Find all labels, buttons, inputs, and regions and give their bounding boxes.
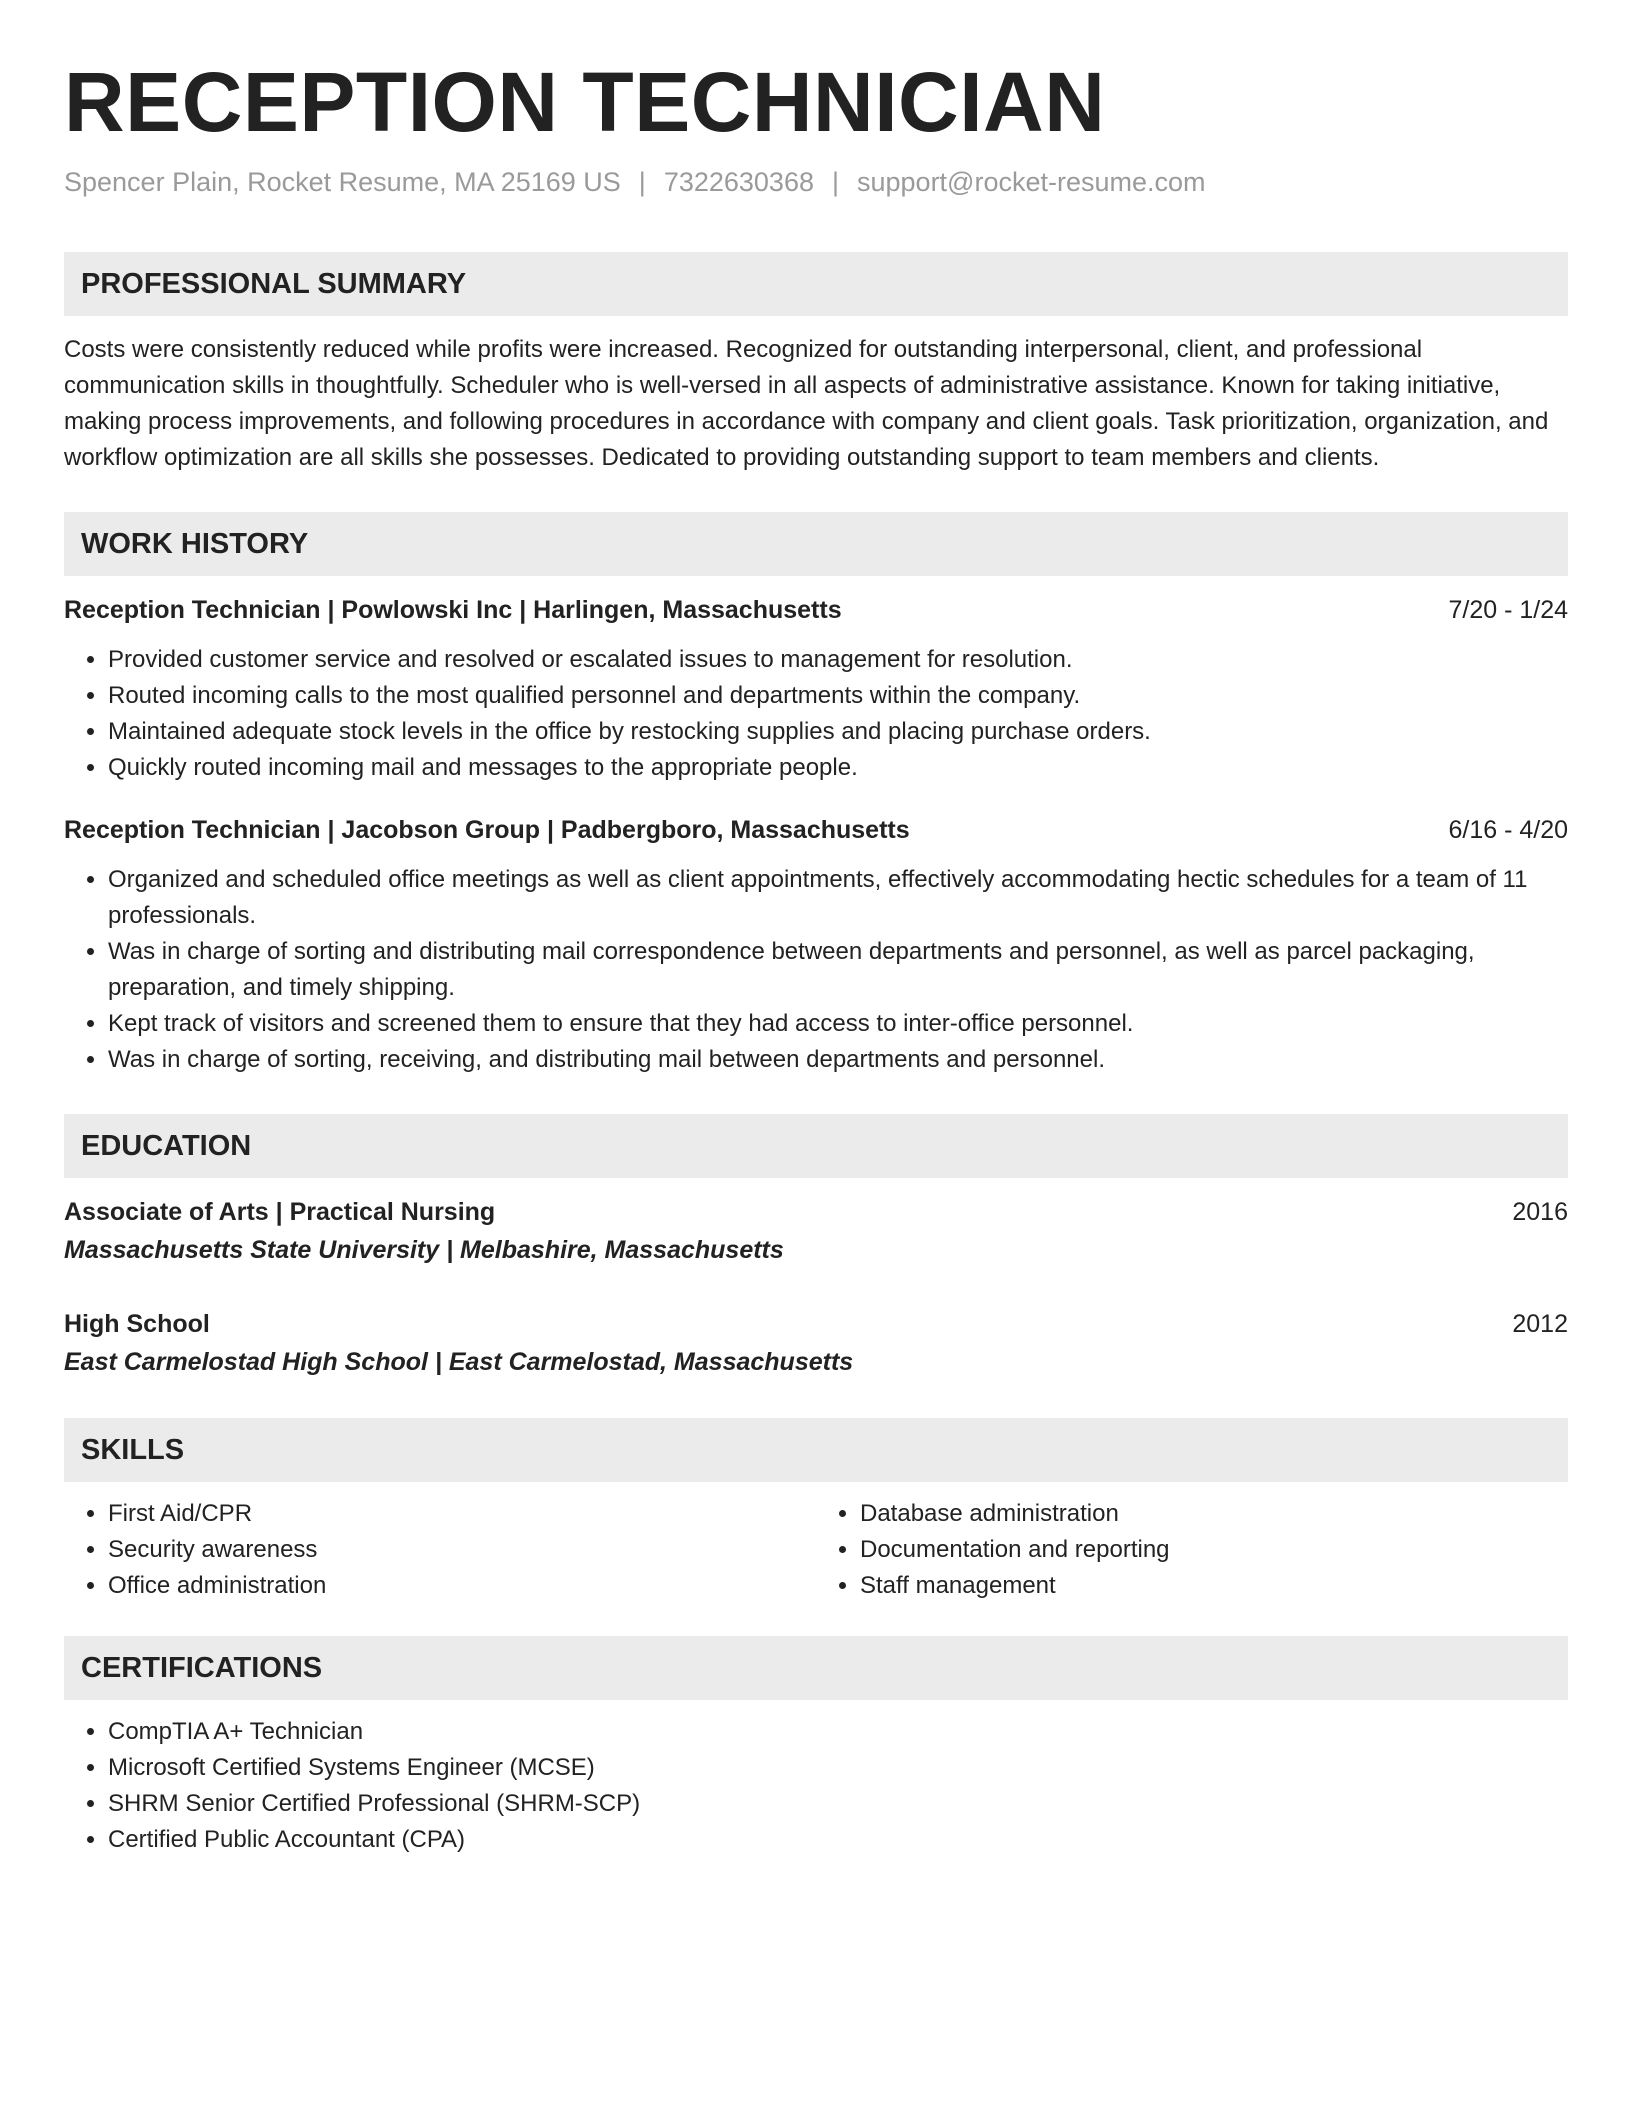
certifications-list bbox=[64, 1714, 1568, 1858]
job-duties bbox=[64, 642, 1568, 786]
job-header bbox=[64, 592, 1568, 628]
education-degree: High School bbox=[64, 1310, 210, 1338]
education-entry bbox=[64, 1194, 1568, 1268]
certification-item: • CompTIA A+ Technician bbox=[108, 1714, 1568, 1750]
education-year: 2012 bbox=[1512, 1310, 1568, 1338]
skill-item: • Office administration bbox=[108, 1568, 816, 1604]
job-duty: • Was in charge of sorting, receiving, and distributing mail between departments and personnel. bbox=[108, 1042, 1568, 1078]
education-header bbox=[64, 1306, 1568, 1342]
job-dates: 7/20 - 1/24 bbox=[1448, 596, 1568, 624]
job-entry bbox=[64, 592, 1568, 786]
certification-item: • SHRM Senior Certified Professional (SHRM-SCP) bbox=[108, 1786, 1568, 1822]
certifications-section bbox=[64, 1636, 1568, 1858]
skill-item: • Staff management bbox=[860, 1568, 1568, 1604]
skill-item: • Documentation and reporting bbox=[860, 1532, 1568, 1568]
contact-phone: 7322630368 bbox=[663, 167, 814, 197]
contact-separator: | bbox=[831, 167, 839, 197]
section-heading-summary: PROFESSIONAL SUMMARY bbox=[64, 252, 1568, 316]
candidate-title: RECEPTION TECHNICIAN bbox=[64, 55, 1106, 149]
education-header bbox=[64, 1194, 1568, 1230]
section-heading-education: EDUCATION bbox=[64, 1114, 1568, 1178]
section-heading-work-history: WORK HISTORY bbox=[64, 512, 1568, 576]
job-duty: • Routed incoming calls to the most qualified personnel and departments within the company. bbox=[108, 678, 1568, 714]
skills-column-left bbox=[64, 1496, 816, 1604]
education-year: 2016 bbox=[1512, 1198, 1568, 1226]
education-school: Massachusetts State University | Melbashire, Massachusetts bbox=[64, 1236, 784, 1264]
summary-text: Costs were consistently reduced while profits were increased. Recognized for outstanding interpersonal, client, and professional communication skills in thoughtfully. Scheduler who is well-versed in all aspects of administrative assistance. Known for taking initiative, making process improvements, and following procedures in accordance with company and client goals. Task prioritization, organization, and workflow optimization are all skills she possesses. Dedicated to providing outstanding support to team members and clients. bbox=[64, 336, 1549, 471]
skill-item: • Security awareness bbox=[108, 1532, 816, 1568]
certification-item: • Certified Public Accountant (CPA) bbox=[108, 1822, 1568, 1858]
section-heading-certifications: CERTIFICATIONS bbox=[64, 1636, 1568, 1700]
education-section bbox=[64, 1114, 1568, 1380]
job-duty: • Quickly routed incoming mail and messages to the appropriate people. bbox=[108, 750, 1568, 786]
skills-grid bbox=[64, 1496, 1568, 1604]
job-entry bbox=[64, 812, 1568, 1078]
education-school: East Carmelostad High School | East Carmelostad, Massachusetts bbox=[64, 1348, 854, 1376]
summary-section bbox=[64, 252, 1568, 476]
skill-item: • Database administration bbox=[860, 1496, 1568, 1532]
job-duty: • Provided customer service and resolved or escalated issues to management for resolution. bbox=[108, 642, 1568, 678]
skill-item: • First Aid/CPR bbox=[108, 1496, 816, 1532]
skills-section bbox=[64, 1418, 1568, 1604]
job-duty: • Maintained adequate stock levels in the office by restocking supplies and placing purchase orders. bbox=[108, 714, 1568, 750]
job-duty: • Was in charge of sorting and distributing mail correspondence between departments and personnel, as well as parcel packaging, preparation, and timely shipping. bbox=[108, 934, 1568, 1006]
education-degree: Associate of Arts | Practical Nursing bbox=[64, 1198, 496, 1226]
job-title: Reception Technician | Powlowski Inc | Harlingen, Massachusetts bbox=[64, 596, 842, 624]
contact-email: support@rocket-resume.com bbox=[857, 167, 1206, 197]
job-title: Reception Technician | Jacobson Group | Padbergboro, Massachusetts bbox=[64, 816, 910, 844]
skills-column-right bbox=[816, 1496, 1568, 1604]
contact-line bbox=[64, 162, 1568, 202]
work-history-section bbox=[64, 512, 1568, 1078]
contact-address: Spencer Plain, Rocket Resume, MA 25169 US bbox=[64, 167, 621, 197]
certification-item: • Microsoft Certified Systems Engineer (MCSE) bbox=[108, 1750, 1568, 1786]
job-dates: 6/16 - 4/20 bbox=[1448, 816, 1568, 844]
education-entry bbox=[64, 1306, 1568, 1380]
job-duties bbox=[64, 862, 1568, 1078]
job-header bbox=[64, 812, 1568, 848]
job-duty: • Kept track of visitors and screened them to ensure that they had access to inter-office personnel. bbox=[108, 1006, 1568, 1042]
contact-separator: | bbox=[638, 167, 646, 197]
section-heading-skills: SKILLS bbox=[64, 1418, 1568, 1482]
job-duty: • Organized and scheduled office meetings as well as client appointments, effectively accommodating hectic schedules for a team of 11 professionals. bbox=[108, 862, 1568, 934]
